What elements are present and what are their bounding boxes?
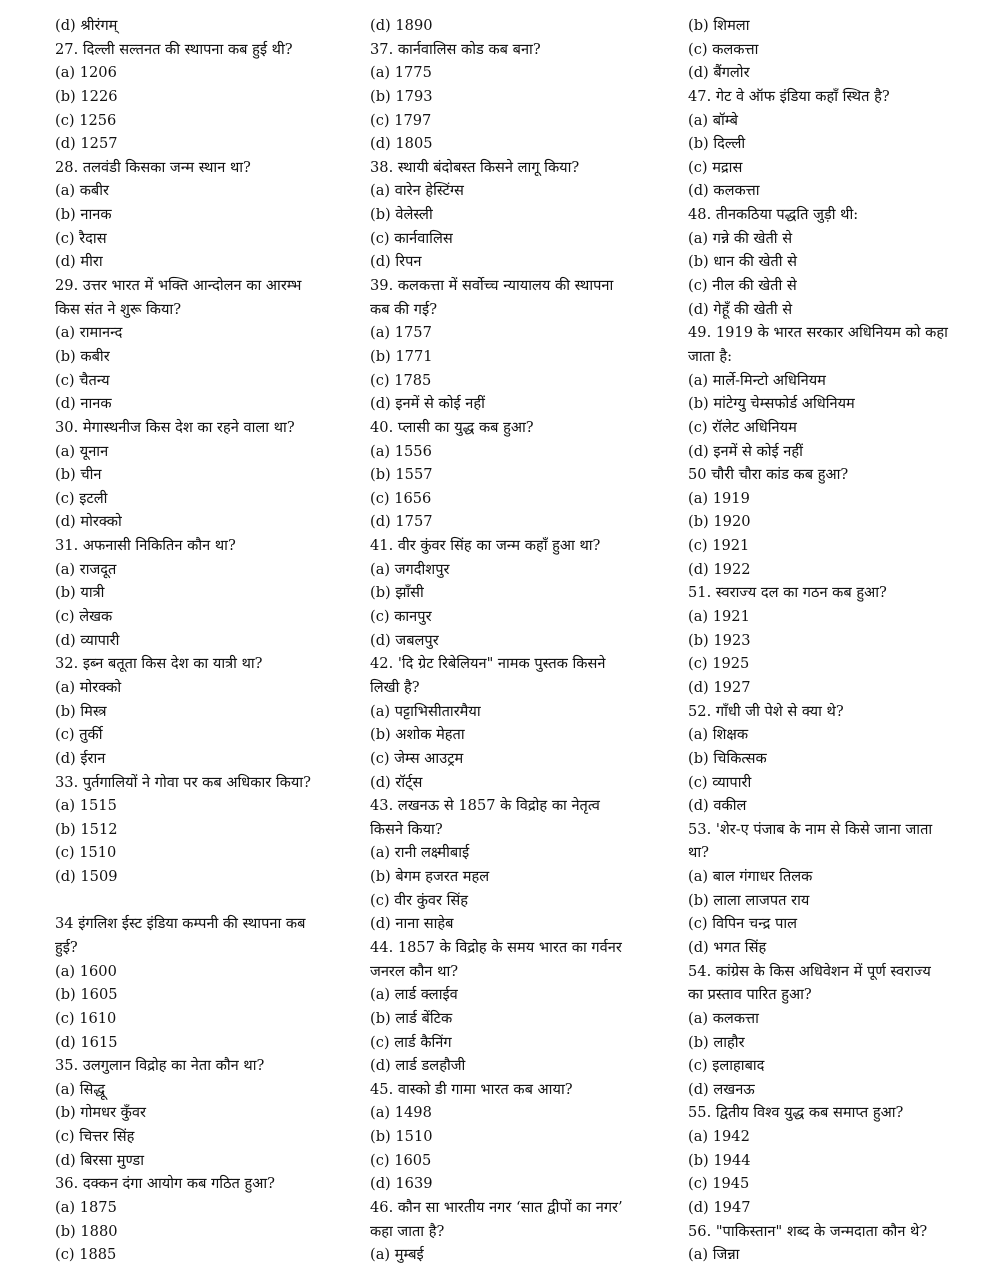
option-line: (d) लार्ड डलहौजी: [370, 1057, 466, 1075]
question-line: 44. 1857 के विद्रोह के समय भारत का गर्वनर: [370, 938, 622, 956]
question-line: 36. दक्कन दंगा आयोग कब गठित हुआ?: [55, 1175, 275, 1193]
option-line: (b) 1920: [688, 513, 751, 531]
option-line: (d) 1615: [55, 1033, 118, 1051]
option-line: (a) 1775: [370, 64, 432, 82]
option-line: जनरल कौन था?: [370, 962, 459, 980]
option-line: (b) लार्ड बेंटिक: [370, 1009, 453, 1027]
option-line: (c) विपिन चन्द्र पाल: [688, 915, 798, 933]
option-line: (a) 1921: [688, 608, 750, 626]
option-line: (d) 1257: [55, 135, 118, 153]
option-line: (d) बिरसा मुण्डा: [55, 1151, 144, 1169]
option-line: (c) 1785: [370, 371, 432, 389]
option-line: (d) 1757: [370, 513, 433, 531]
option-line: (a) 1942: [688, 1128, 750, 1146]
option-line: (a) 1206: [55, 64, 117, 82]
option-line: (c) रैदास: [55, 229, 107, 247]
option-line: (a) बाल गंगाधर तिलक: [688, 868, 813, 886]
option-line: (d) 1509: [55, 868, 118, 886]
option-line: (b) दिल्ली: [688, 135, 746, 153]
question-line: 51. स्वराज्य दल का गठन कब हुआ?: [688, 584, 887, 602]
option-line: कहा जाता है?: [370, 1222, 445, 1240]
question-line: 54. कांग्रेस के किस अधिवेशन में पूर्ण स्वराज्य: [688, 962, 931, 980]
question-line: 34 इंगलिश ईस्ट इंडिया कम्पनी की स्थापना कब: [55, 915, 306, 933]
option-line: (b) चिकित्सक: [688, 749, 767, 767]
question-line: 29. उत्तर भारत में भक्ति आन्दोलन का आरम्भ: [55, 277, 302, 295]
option-line: (b) मिस्त्र: [55, 702, 107, 720]
question-line: 30. मेगास्थनीज किस देश का रहने वाला था?: [55, 418, 295, 436]
option-line: (b) शिमला: [688, 17, 750, 34]
option-line: (d) ईरान: [55, 749, 106, 767]
option-line: (a) 1515: [55, 797, 117, 815]
option-line: (c) लेखक: [55, 608, 113, 626]
option-line: (c) कानपुर: [370, 608, 432, 626]
option-line: का प्रस्ताव पारित हुआ?: [688, 986, 812, 1004]
option-line: (a) कबीर: [55, 182, 110, 200]
question-line: 52. गाँधी जी पेशे से क्या थे?: [688, 702, 844, 720]
option-line: (b) बेगम हजरत महल: [370, 868, 490, 886]
option-line: (c) 1605: [370, 1151, 432, 1169]
option-line: (d) 1947: [688, 1199, 751, 1217]
option-line: (a) मुम्बई: [370, 1246, 424, 1264]
option-line: (c) चित्तर सिंह: [55, 1128, 135, 1146]
option-line: (a) शिक्षक: [688, 726, 749, 744]
question-line: 37. कार्नवालिस कोड कब बना?: [370, 40, 541, 58]
option-line: (d) नाना साहेब: [370, 915, 454, 933]
option-line: (a) मोरक्को: [55, 678, 122, 696]
option-line: (d) बैंगलोर: [688, 64, 750, 82]
option-line: (b) झाँसी: [370, 584, 424, 602]
option-line: (a) गन्ने की खेती से: [688, 229, 793, 247]
option-line: (d) जबलपुर: [370, 631, 439, 649]
option-line: (b) धान की खेती से: [688, 253, 798, 271]
question-line: 38. स्थायी बंदोबस्त किसने लागू किया?: [370, 158, 580, 176]
option-line: (b) अशोक मेहता: [370, 726, 465, 744]
option-line: (d) भगत सिंह: [688, 938, 767, 956]
option-line: (c) 1925: [688, 655, 750, 673]
option-line: (b) मांटेग्यु चेम्सफोर्ड अधिनियम: [688, 395, 855, 413]
option-line: कब की गई?: [370, 300, 438, 318]
option-line: (c) कलकत्ता: [688, 40, 759, 58]
option-line: किस संत ने शुरू किया?: [55, 300, 182, 318]
option-line: (b) गोमधर कुँवर: [55, 1104, 146, 1122]
option-line: (b) 1557: [370, 466, 433, 484]
option-line: (b) 1944: [688, 1151, 751, 1169]
option-line: (a) राजदूत: [55, 560, 117, 578]
question-line: 40. प्लासी का युद्ध कब हुआ?: [370, 418, 534, 436]
column-2: [370, 14, 680, 1267]
option-line: (c) 1510: [55, 844, 117, 862]
option-line: (b) यात्री: [55, 584, 105, 602]
question-line: 56. "पाकिस्तान" शब्द के जन्मदाता कौन थे?: [688, 1222, 928, 1240]
option-line: (b) 1226: [55, 87, 118, 105]
question-line: 32. इब्न बतूता किस देश का यात्री था?: [55, 655, 263, 673]
option-line: (d) रॉर्ट्स: [370, 773, 423, 791]
option-line: (b) 1605: [55, 986, 118, 1004]
option-line: (d) श्रीरंगम्: [55, 17, 118, 34]
option-line: (d) गेहूँ की खेती से: [688, 300, 793, 318]
question-line: 49. 1919 के भारत सरकार अधिनियम को कहा: [688, 324, 948, 342]
option-line: (d) मोरक्को: [55, 513, 122, 531]
option-line: (d) व्यापारी: [55, 631, 120, 649]
question-line: 43. लखनऊ से 1857 के विद्रोह का नेतृत्व: [370, 797, 600, 815]
option-line: (a) रानी लक्ष्मीबाई: [370, 844, 470, 862]
question-line: 46. कौन सा भारतीय नगर ‘सात द्वीपों का नगर’: [370, 1199, 623, 1217]
question-line: 27. दिल्ली सल्तनत की स्थापना कब हुई थी?: [55, 40, 293, 58]
option-line: (c) कार्नवालिस: [370, 229, 453, 247]
option-line: (a) 1498: [370, 1104, 432, 1122]
question-line: 28. तलवंडी किसका जन्म स्थान था?: [55, 158, 251, 176]
option-line: (b) नानक: [55, 206, 112, 224]
option-line: (a) जगदीशपुर: [370, 560, 450, 578]
option-line: (c) इलाहाबाद: [688, 1057, 765, 1075]
option-line: (c) 1797: [370, 111, 432, 129]
option-line: (a) 1757: [370, 324, 432, 342]
option-line: (d) 1922: [688, 560, 751, 578]
option-line: (b) 1793: [370, 87, 433, 105]
option-line: (c) वीर कुंवर सिंह: [370, 891, 469, 909]
question-line: 45. वास्को डी गामा भारत कब आया?: [370, 1080, 573, 1098]
question-line: 35. उलगुलान विद्रोह का नेता कौन था?: [55, 1057, 265, 1075]
question-line: 31. अफनासी निकितिन कौन था?: [55, 537, 236, 555]
option-line: (c) 1945: [688, 1175, 750, 1193]
option-line: (d) कलकत्ता: [688, 182, 760, 200]
option-line: (a) यूनान: [55, 442, 109, 460]
option-line: (d) 1927: [688, 678, 751, 696]
question-line: 41. वीर कुंवर सिंह का जन्म कहाँ हुआ था?: [370, 537, 601, 555]
question-line: 33. पुर्तगालियों ने गोवा पर कब अधिकार किया?: [55, 773, 311, 791]
question-line: 48. तीनकठिया पद्धति जुड़ी थी:: [688, 206, 859, 224]
option-line: (b) लाला लाजपत राय: [688, 891, 810, 909]
option-line: (c) तुर्की: [55, 726, 103, 744]
option-line: (b) 1923: [688, 631, 751, 649]
option-line: (a) 1919: [688, 489, 750, 507]
option-line: (b) चीन: [55, 466, 102, 484]
option-line: (a) बॉम्बे: [688, 111, 738, 129]
option-line: जाता है:: [688, 347, 733, 365]
option-line: (a) सिद्धू: [55, 1080, 106, 1098]
option-line: (d) रिपन: [370, 253, 422, 271]
option-line: (b) 1510: [370, 1128, 433, 1146]
option-line: (a) जिन्ना: [688, 1246, 740, 1264]
question-line: 39. कलकत्ता में सर्वोच्च न्यायालय की स्थापना: [370, 277, 614, 295]
column-3: [688, 14, 998, 1267]
option-line: (b) 1771: [370, 347, 433, 365]
blank-line: [55, 889, 365, 913]
option-line: (c) इटली: [55, 489, 108, 507]
option-line: (d) 1639: [370, 1175, 433, 1193]
question-page: [0, 14, 999, 1276]
option-line: (c) चैतन्य: [55, 371, 110, 389]
question-line: 50 चौरी चौरा कांड कब हुआ?: [688, 466, 849, 484]
option-line: (c) 1656: [370, 489, 432, 507]
option-line: लिखी है?: [370, 678, 420, 696]
option-line: (d) नानक: [55, 395, 112, 413]
option-line: (c) मद्रास: [688, 158, 743, 176]
option-line: (a) 1875: [55, 1199, 117, 1217]
option-line: (c) 1256: [55, 111, 117, 129]
option-line: (b) 1512: [55, 820, 118, 838]
option-line: किसने किया?: [370, 820, 443, 838]
option-line: (c) 1610: [55, 1009, 117, 1027]
question-line: 47. गेट वे ऑफ इंडिया कहाँ स्थित है?: [688, 87, 890, 105]
option-line: (c) 1921: [688, 537, 750, 555]
option-line: (a) पट्टाभिसीतारमैया: [370, 702, 481, 720]
option-line: (d) 1805: [370, 135, 433, 153]
option-line: (c) रॉलेट अधिनियम: [688, 418, 797, 436]
option-line: (c) व्यापारी: [688, 773, 752, 791]
column-1: [55, 14, 365, 1267]
question-line: 42. 'दि ग्रेट रिबेलियन" नामक पुस्तक किसने: [370, 655, 606, 673]
question-line: 55. द्वितीय विश्व युद्ध कब समाप्त हुआ?: [688, 1104, 904, 1122]
option-line: (b) कबीर: [55, 347, 110, 365]
option-line: (d) इनमें से कोई नहीं: [370, 395, 485, 413]
option-line: (a) मार्ले-मिन्टो अधिनियम: [688, 371, 826, 389]
option-line: (c) लार्ड कैनिंग: [370, 1033, 452, 1051]
option-line: (a) रामानन्द: [55, 324, 123, 342]
option-line: (b) 1880: [55, 1222, 118, 1240]
option-line: (a) कलकत्ता: [688, 1009, 759, 1027]
option-line: (d) वकील: [688, 797, 747, 815]
option-line: (d) लखनऊ: [688, 1080, 755, 1098]
option-line: (b) वेलेस्ली: [370, 206, 433, 224]
option-line: हुई?: [55, 938, 78, 956]
option-line: (d) 1890: [370, 17, 433, 34]
option-line: (a) लार्ड क्लाईव: [370, 986, 458, 1004]
option-line: (a) 1600: [55, 962, 117, 980]
option-line: (d) मीरा: [55, 253, 103, 271]
question-line: 53. 'शेर-ए पंजाब के नाम से किसे जाना जाता: [688, 820, 933, 838]
option-line: (c) जेम्स आउट्रम: [370, 749, 464, 767]
option-line: (c) नील की खेती से: [688, 277, 797, 295]
option-line: (b) लाहौर: [688, 1033, 745, 1051]
option-line: था?: [688, 844, 709, 862]
option-line: (c) 1885: [55, 1246, 117, 1264]
option-line: (d) इनमें से कोई नहीं: [688, 442, 803, 460]
option-line: (a) 1556: [370, 442, 432, 460]
option-line: (a) वारेन हेस्टिंग्स: [370, 182, 464, 200]
